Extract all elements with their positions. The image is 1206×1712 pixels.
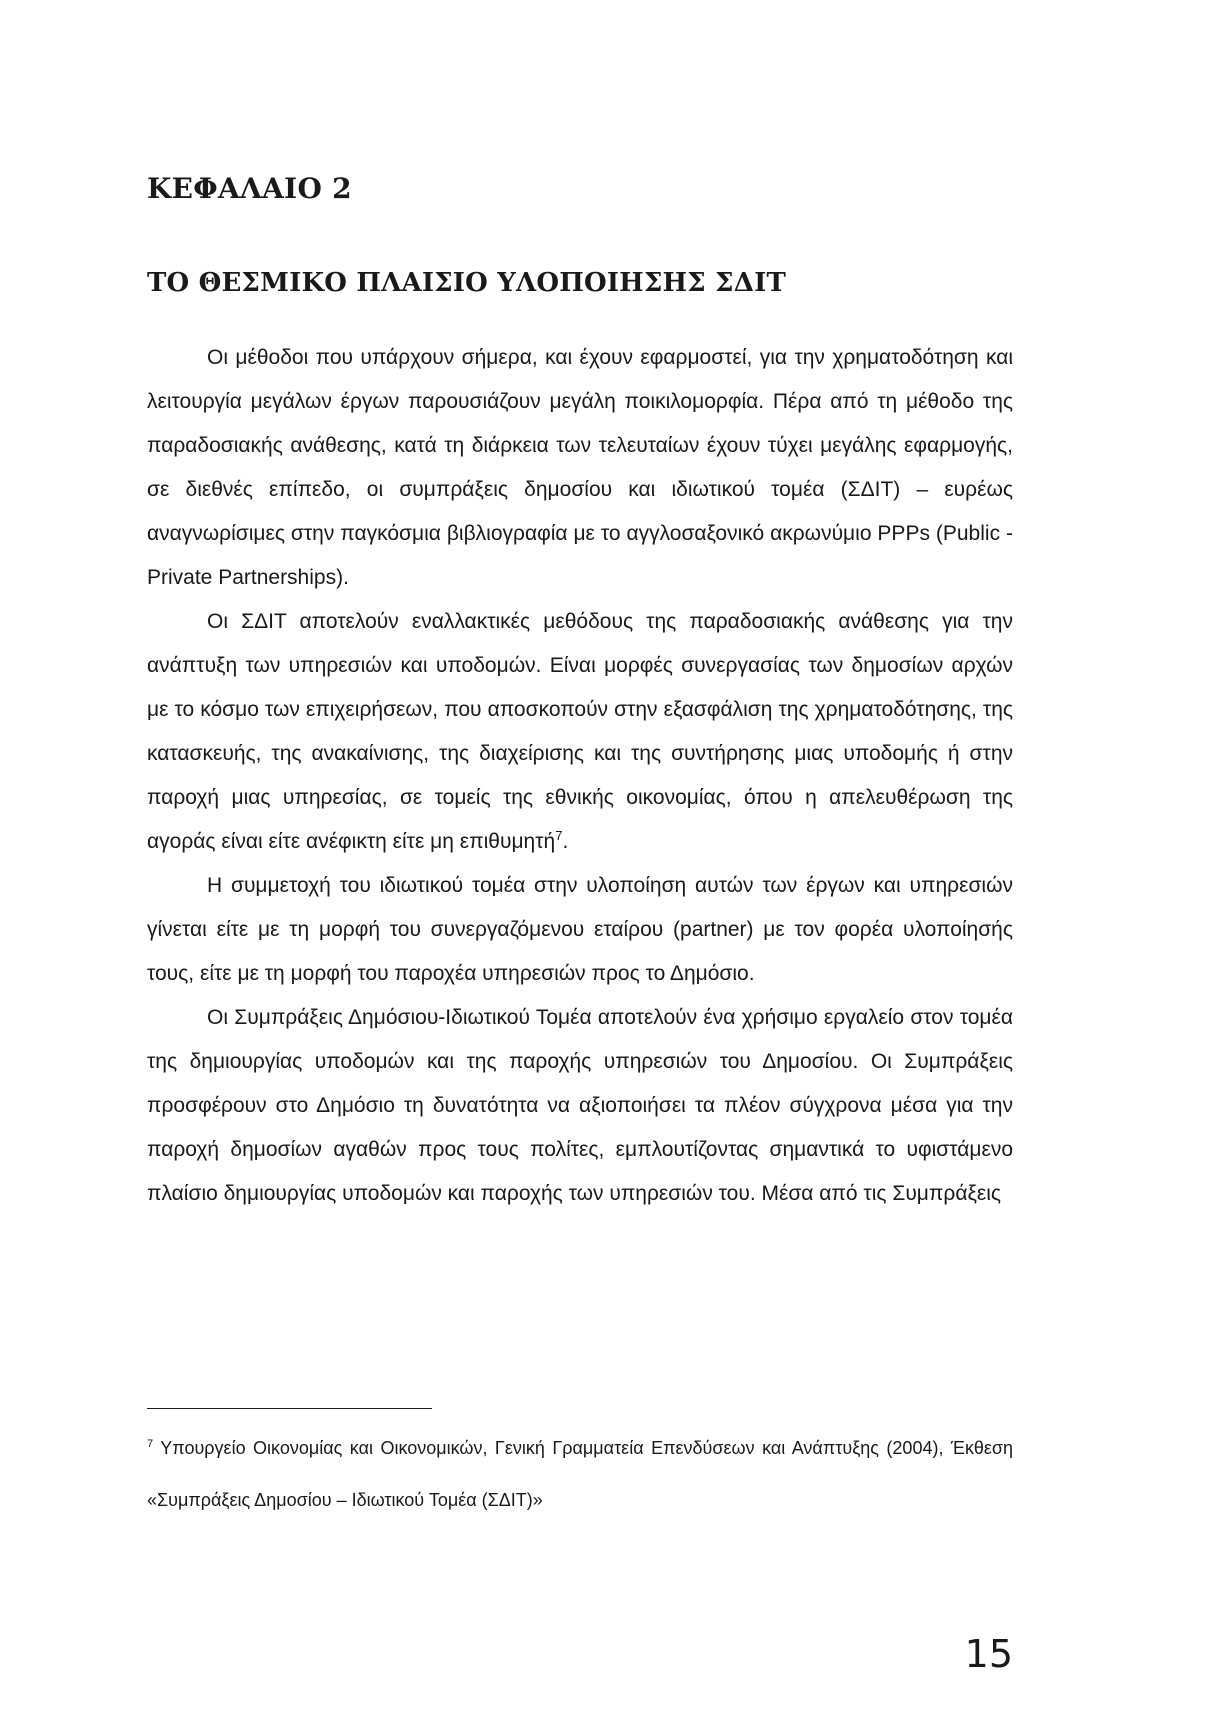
- chapter-heading: ΚΕΦΑΛΑΙΟ 2: [147, 172, 352, 205]
- paragraph-text: Η συμμετοχή του ιδιωτικού τομέα στην υλοποίηση αυτών των έργων και υπηρεσιών γίνεται είτε με τη μορφή του συνεργαζόμενου εταίρου (partner) με τον φορέα υλοποίησής τους, είτε με τη μορφή του παροχέα υπηρεσιών προς το Δημόσιο.: [147, 874, 1013, 985]
- footnote-divider: [147, 1408, 432, 1409]
- section-title: ΤΟ ΘΕΣΜΙΚΟ ΠΛΑΙΣΙΟ ΥΛΟΠΟΙΗΣΗΣ ΣΔΙΤ: [147, 268, 787, 298]
- footnote-reference[interactable]: 7: [555, 828, 563, 843]
- paragraph-text: Οι Συμπράξεις Δημόσιου-Ιδιωτικού Τομέα αποτελούν ένα χρήσιμο εργαλείο στον τομέα της δημιουργίας υποδομών και της παροχής υπηρεσιών του Δημοσίου. Οι Συμπράξεις προσφέρουν στο Δημόσιο τη δυνατότητα να αξιοποιήσει τα πλέον σύγχρονα μέσα για την παροχή δημοσίων αγαθών προς τους πολίτες, εμπλουτίζοντας σημαντικά το υφιστάμενο πλαίσιο δημιουργίας υποδομών και παροχής των υπηρεσιών του. Μέσα από τις Συμπράξεις: [147, 1006, 1013, 1205]
- paragraph-text: Οι μέθοδοι που υπάρχουν σήμερα, και έχουν εφαρμοστεί, για την χρηματοδότηση και λειτουργία μεγάλων έργων παρουσιάζουν μεγάλη ποικιλομορφία. Πέρα από τη μέθοδο της παραδοσιακής ανάθεσης, κατά τη διάρκεια των τελευταίων έχουν τύχει μεγάλης εφαρμογής, σε διεθνές επίπεδο, οι συμπράξεις δημοσίου και ιδιωτικού τομέα (ΣΔΙΤ) – ευρέως αναγνωρίσιμες στην παγκόσμια βιβλιογραφία με το αγγλοσαξονικό ακρωνύμιο PPPs (Public - Private Partnerships).: [147, 346, 1013, 589]
- paragraph: [147, 600, 1013, 864]
- page-number: 15: [964, 1632, 1013, 1676]
- footnote-text: Υπουργείο Οικονομίας και Οικονομικών, Γενική Γραμματεία Επενδύσεων και Ανάπτυξης (2004), Έκθεση «Συμπράξεις Δημοσίου – Ιδιωτικού Τομέα (ΣΔΙΤ)»: [147, 1438, 1013, 1510]
- paragraph-text: Οι ΣΔΙΤ αποτελούν εναλλακτικές μεθόδους της παραδοσιακής ανάθεσης για την ανάπτυξη των υπηρεσιών και υποδομών. Είναι μορφές συνεργασίας των δημοσίων αρχών με το κόσμο των επιχειρήσεων, που αποσκοπούν στην εξασφάλιση της χρηματοδότησης, της κατασκευής, της ανακαίνισης, της διαχείρισης και της συντήρησης μιας υποδομής ή στην παροχή μιας υπηρεσίας, σε τομείς της εθνικής οικονομίας, όπου η απελευθέρωση της αγοράς είναι είτε ανέφικτη είτε μη επιθυμητή: [147, 610, 1013, 853]
- paragraph: [147, 336, 1013, 600]
- footnote-number: 7: [147, 1438, 154, 1450]
- document-page: [147, 0, 1013, 1712]
- paragraph-tail: .: [562, 830, 569, 853]
- body-text: [147, 336, 1013, 1216]
- footnote: [147, 1422, 1013, 1526]
- paragraph: [147, 864, 1013, 996]
- paragraph: [147, 996, 1013, 1216]
